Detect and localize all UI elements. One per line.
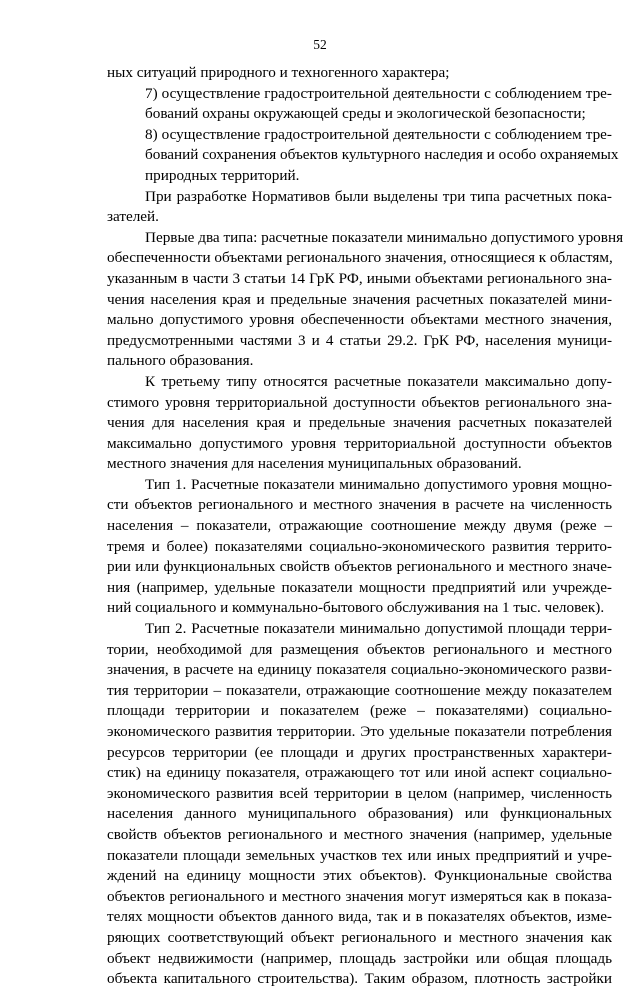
paragraph-line: телях мощности объектов данного вида, так и в показателях объектов, изме- [107,908,612,926]
paragraph-line: рии или функциональных свойств объектов регионального и местного значе- [107,558,612,576]
page-number: 52 [313,37,327,52]
paragraph-line: предусмотренными частями 3 и 4 статьи 29.2. ГрК РФ, населения муници- [107,331,612,349]
paragraph-line: экономического развития всей территории в целом (например, численность [107,784,612,802]
paragraph-line: свойств объектов регионального и местного значения (например, удельные [107,825,612,843]
paragraph-line: Тип 2. Расчетные показатели минимально допустимой площади терри- [145,620,612,638]
list-item-7-line: бований охраны окружающей среды и экологической безопасности; [145,105,586,123]
paragraph-line: обеспеченности объектами регионального значения, относящиеся к областям, [107,249,613,267]
paragraph-line: тории, необходимой для размещения объектов регионального и местного [107,640,612,658]
paragraph-line: показатели площади земельных участков тех или иных предприятий и учре- [107,846,612,864]
paragraph-line: ний социального и коммунально-бытового обслуживания на 1 тыс. человек). [107,599,605,617]
paragraph-line: площади территории и показателем (реже – показателями) социально- [107,702,612,720]
paragraph-line: сти объектов регионального и местного значения в расчете на численность [107,496,612,514]
list-item-7-line: 7) осуществление градостроительной деятельности с соблюдением тре- [145,84,612,102]
paragraph-line: местного значения для населения муниципальных образований. [107,455,522,473]
paragraph-line: экономического развития территории. Это удельные показатели потребления [107,723,612,740]
paragraph-line: ждений на единицу мощности этих объектов). Функциональные свойства [107,867,612,885]
paragraph-line: чения населения края и предельные значения расчетных показателей мини- [107,290,612,308]
list-item-8-line: природных территорий. [145,166,300,184]
text-line: ных ситуаций природного и техногенного характера; [107,64,450,81]
paragraph-line: объект недвижимости (например, площадь застройки или общая площадь [107,949,612,967]
paragraph-line: стик) на единицу показателя, отражающего тот или иной аспект социально- [107,764,612,782]
list-item-8-line: 8) осуществление градостроительной деятельности с соблюдением тре- [145,125,612,143]
paragraph-line: указанным в части 3 статьи 14 ГрК РФ, иными объектами регионального зна- [107,269,612,287]
document-body [107,63,624,990]
paragraph-line: ряющих соответствующий объект регионального и местного значения как [107,928,612,946]
paragraph-line: Тип 1. Расчетные показатели минимально допустимого уровня мощно- [145,475,612,493]
paragraph-line: значения, в расчете на единицу показателя социально-экономического разви- [107,661,612,679]
paragraph-line: ния (например, удельные показатели мощности предприятий или учрежде- [107,578,612,596]
paragraph-line: При разработке Нормативов были выделены три типа расчетных пока- [145,187,612,205]
paragraph-line: зателей. [107,208,159,226]
paragraph-line: стимого уровня территориальной доступности объектов регионального зна- [107,393,612,411]
paragraph-line: тия территории – показатели, отражающие соотношение между показателем [107,681,612,699]
paragraph-line: объектов регионального и местного значения могут измеряться как в показа- [107,887,612,905]
paragraph-line: пального образования. [107,352,254,370]
paragraph-line: Первые два типа: расчетные показатели минимально допустимого уровня [145,228,624,246]
paragraph-line: населения – показатели, отражающие соотношение между двумя (реже – [107,517,612,535]
paragraph-line: мально допустимого уровня обеспеченности объектами местного значения, [107,311,612,329]
list-item-8-line: бований сохранения объектов культурного наследия и особо охраняемых [145,146,619,164]
paragraph-line: чения для населения края и предельные значения расчетных показателей [107,414,612,432]
paragraph-line: К третьему типу относятся расчетные показатели максимально допу- [145,372,612,390]
paragraph-line: ресурсов территории (ее площади и других пространственных характери- [107,743,612,761]
paragraph-line: объекта капитального строительства). Таким образом, плотность застройки [107,970,612,988]
paragraph-line: тремя и более) показателями социально-экономического развития террито- [107,537,612,555]
paragraph-line: населения данного муниципального образования) или функциональных [107,805,612,823]
paragraph-line: максимально допустимого уровня территориальной доступности объектов [107,434,612,452]
